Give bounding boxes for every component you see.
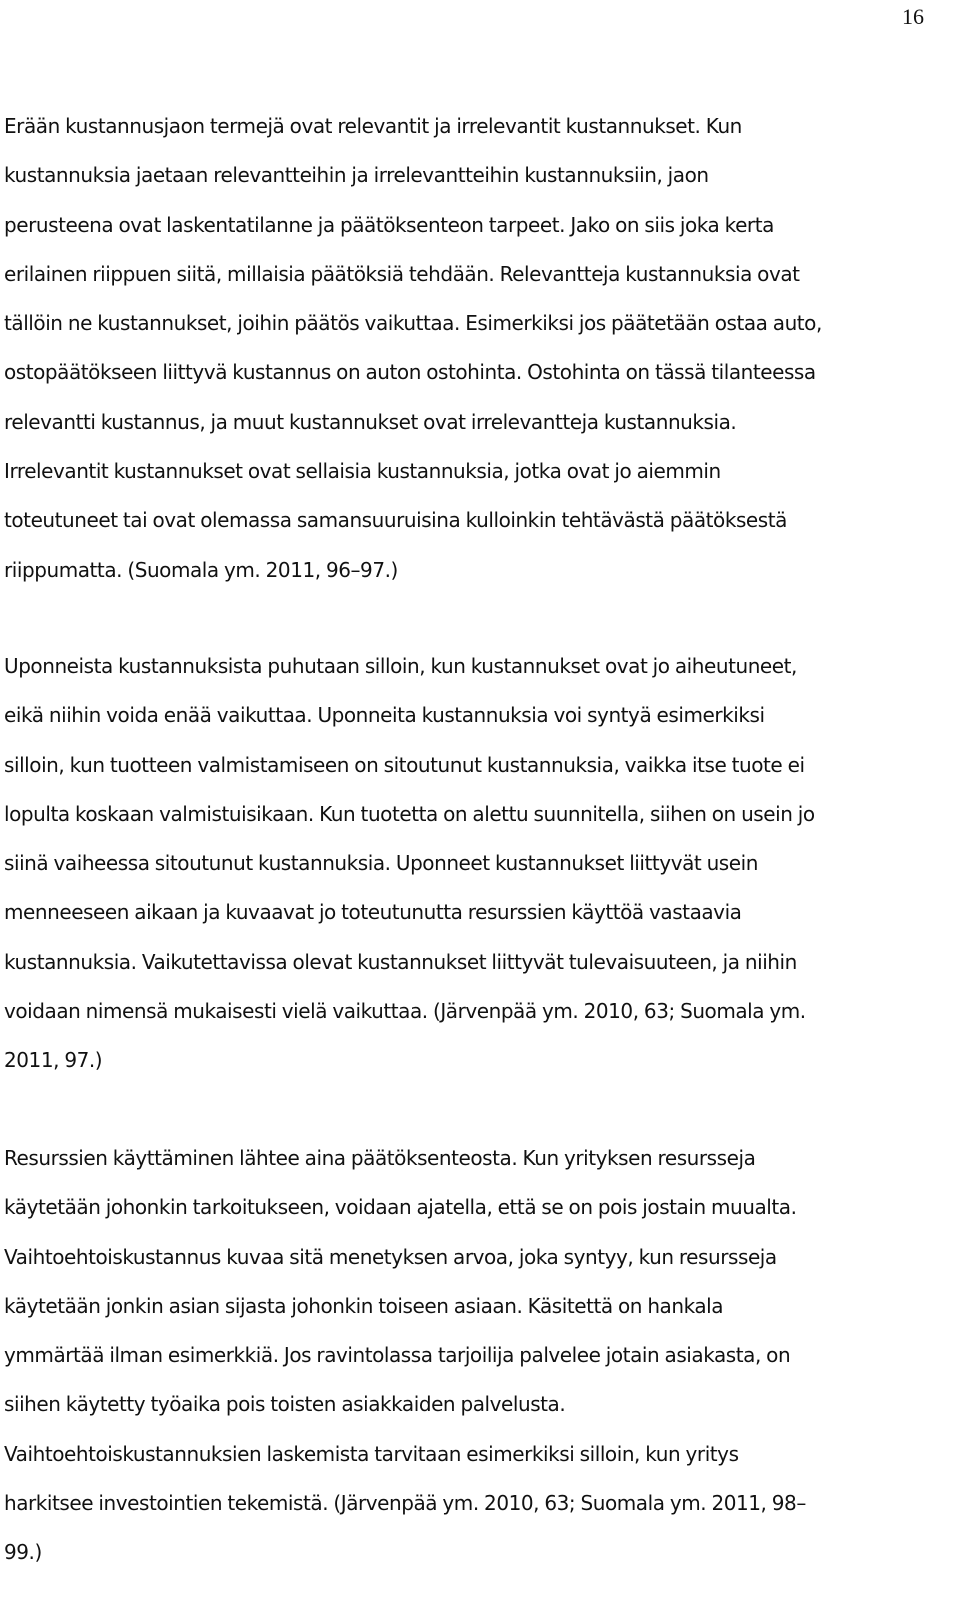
text-line: voidaan nimensä mukaisesti vielä vaikuttaa. (Järvenpää ym. 2010, 63; Suomala ym. [4,999,806,1024]
text-line: Vaihtoehtoiskustannus kuvaa sitä menetyksen arvoa, joka syntyy, kun resursseja [4,1244,777,1269]
text-line: ostopäätökseen liittyvä kustannus on auton ostohinta. Ostohinta on tässä tilanteessa [4,360,816,385]
text-line: tällöin ne kustannukset, joihin päätös vaikuttaa. Esimerkiksi jos päätetään ostaa auto, [4,311,822,336]
text-line: 2011, 97.) [4,1048,103,1073]
text-line: Erään kustannusjaon termejä ovat relevantit ja irrelevantit kustannukset. Kun [4,114,742,138]
text-line: kustannuksia jaetaan relevantteihin ja irrelevantteihin kustannuksiin, jaon [4,163,709,188]
text-line: toteutuneet tai ovat olemassa samansuuruisina kulloinkin tehtävästä päätöksestä [4,508,787,533]
page-number: 16 [902,4,924,29]
text-line: eikä niihin voida enää vaikuttaa. Uponneita kustannuksia voi syntyä esimerkiksi [4,703,765,728]
paragraph-sunk-costs [4,642,815,1086]
text-line: silloin, kun tuotteen valmistamiseen on sitoutunut kustannuksia, vaikka itse tuote ei [4,752,805,777]
paragraph-opportunity-costs [4,1134,806,1578]
text-line: relevantti kustannus, ja muut kustannukset ovat irrelevantteja kustannuksia. [4,409,737,434]
text-line: siinä vaiheessa sitoutunut kustannuksia. Uponneet kustannukset liittyvät usein [4,851,758,876]
text-line: Vaihtoehtoiskustannuksien laskemista tarvitaan esimerkiksi silloin, kun yritys [4,1441,739,1466]
text-line: Uponneista kustannuksista puhutaan silloin, kun kustannukset ovat jo aiheutuneet, [4,654,797,678]
text-line: siihen käytetty työaika pois toisten asiakkaiden palvelusta. [4,1392,566,1417]
paragraph-relevant-costs [4,102,822,595]
text-line: menneeseen aikaan ja kuvaavat jo toteutunutta resurssien käyttöä vastaavia [4,900,742,925]
text-line: harkitsee investointien tekemistä. (Järvenpää ym. 2010, 63; Suomala ym. 2011, 98– [4,1491,806,1516]
text-line: kustannuksia. Vaikutettavissa olevat kustannukset liittyvät tulevaisuuteen, ja niihin [4,949,797,974]
text-line: 99.) [4,1540,42,1565]
text-line: riippumatta. (Suomala ym. 2011, 96–97.) [4,557,398,582]
text-line: lopulta koskaan valmistuisikaan. Kun tuotetta on alettu suunnitella, siihen on usein jo [4,801,815,826]
text-line: Irrelevantit kustannukset ovat sellaisia kustannuksia, jotka ovat jo aiemmin [4,459,721,484]
text-line: perusteena ovat laskentatilanne ja päätöksenteon tarpeet. Jako on siis joka kerta [4,212,774,237]
text-line: käytetään jonkin asian sijasta johonkin toiseen asiaan. Käsitettä on hankala [4,1293,724,1318]
text-line: ymmärtää ilman esimerkkiä. Jos ravintolassa tarjoilija palvelee jotain asiakasta, on [4,1343,791,1368]
text-line: Resurssien käyttäminen lähtee aina päätöksenteosta. Kun yrityksen resursseja [4,1146,756,1170]
text-line: käytetään johonkin tarkoitukseen, voidaan ajatella, että se on pois jostain muualta. [4,1195,797,1220]
text-line: erilainen riippuen siitä, millaisia päätöksiä tehdään. Relevantteja kustannuksia ovat [4,261,800,286]
